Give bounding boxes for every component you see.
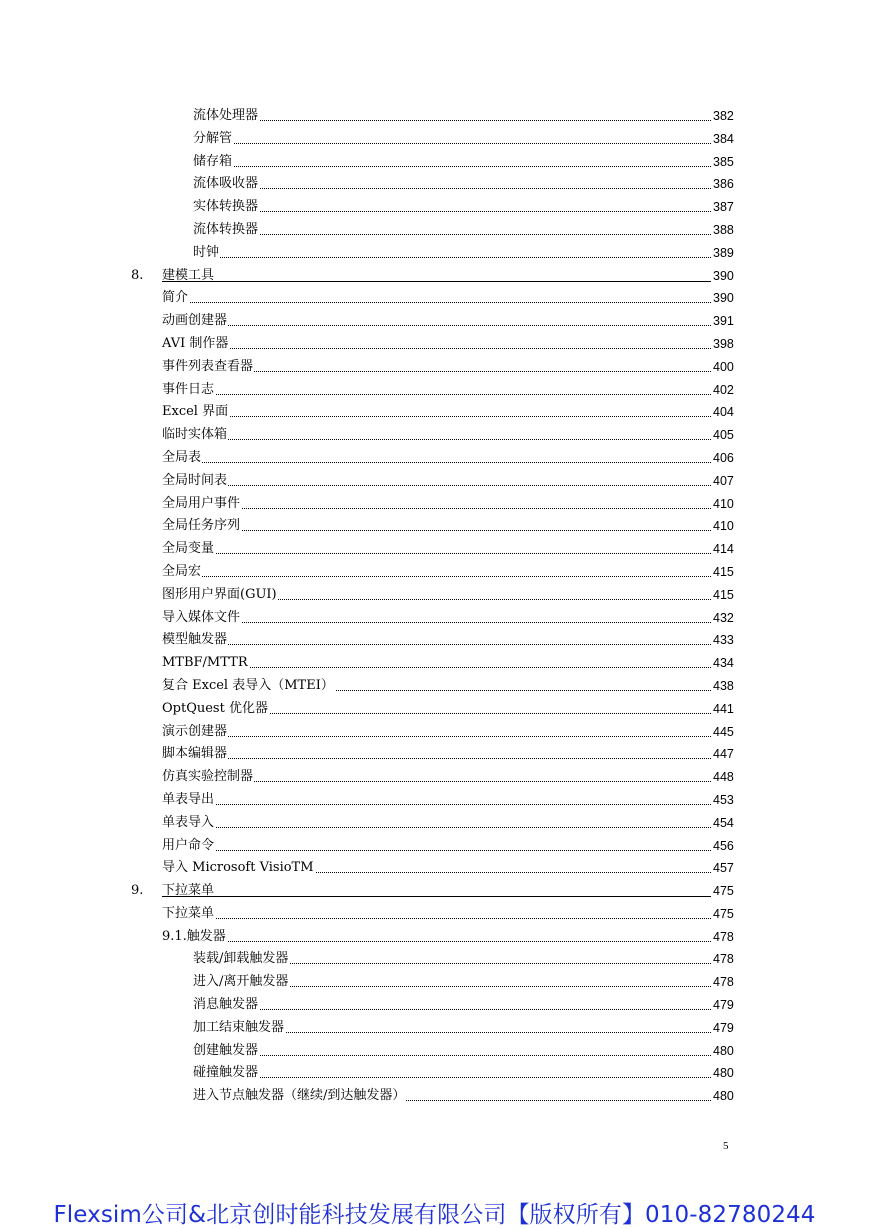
toc-dot-leader — [162, 508, 711, 509]
toc-page-number: 478 — [713, 926, 734, 949]
toc-entry[interactable] — [0, 698, 869, 721]
toc-entry[interactable] — [0, 857, 869, 880]
toc-page-number: 382 — [713, 105, 734, 128]
toc-title: MTBF/MTTR — [162, 652, 249, 675]
toc-dot-leader — [162, 827, 711, 828]
toc-entry[interactable] — [0, 515, 869, 538]
toc-page-number: 447 — [713, 743, 734, 766]
table-of-contents — [0, 105, 869, 1108]
toc-page-number: 389 — [713, 242, 734, 265]
toc-page-number: 402 — [713, 379, 734, 402]
toc-entry[interactable] — [0, 424, 869, 447]
toc-dot-leader — [162, 302, 711, 303]
toc-dot-leader — [193, 234, 711, 235]
toc-title: 事件列表查看器 — [162, 356, 254, 379]
toc-title: 全局宏 — [162, 561, 202, 584]
toc-dot-leader — [162, 439, 711, 440]
toc-dot-leader — [193, 211, 711, 212]
toc-dot-leader — [162, 918, 711, 919]
toc-entry[interactable] — [0, 652, 869, 675]
page-number: 5 — [723, 1140, 729, 1152]
toc-dot-leader — [162, 850, 711, 851]
toc-title: Excel 界面 — [162, 401, 229, 424]
toc-page-number: 391 — [713, 310, 734, 333]
toc-chapter-number: 8. — [131, 267, 144, 283]
toc-page-number: 410 — [713, 515, 734, 538]
toc-page-number: 480 — [713, 1040, 734, 1063]
toc-entry[interactable] — [0, 447, 869, 470]
toc-entry[interactable] — [0, 1062, 869, 1085]
toc-entry[interactable] — [0, 1017, 869, 1040]
toc-dot-leader — [162, 644, 711, 645]
toc-title: 简介 — [162, 287, 189, 310]
toc-title: 储存箱 — [193, 151, 233, 174]
toc-title: 实体转换器 — [193, 196, 259, 219]
toc-title: 建模工具 — [162, 267, 215, 283]
toc-dot-leader — [193, 1009, 711, 1010]
toc-page-number: 404 — [713, 401, 734, 424]
toc-title: 进入节点触发器（继续/到达触发器） — [193, 1085, 406, 1108]
toc-title: 图形用户界面(GUI) — [162, 584, 278, 607]
toc-page-number: 478 — [713, 971, 734, 994]
toc-page-number: 384 — [713, 128, 734, 151]
toc-page-number: 441 — [713, 698, 734, 721]
toc-entry[interactable] — [0, 379, 869, 402]
toc-title: 消息触发器 — [193, 994, 259, 1017]
toc-title: 进入/离开触发器 — [193, 971, 289, 994]
toc-entry[interactable] — [0, 607, 869, 630]
toc-dot-leader — [193, 1077, 711, 1078]
toc-title: 单表导入 — [162, 812, 215, 835]
toc-entry[interactable] — [0, 835, 869, 858]
toc-title: 演示创建器 — [162, 721, 228, 744]
toc-title: 全局变量 — [162, 538, 215, 561]
toc-page-number: 388 — [713, 219, 734, 242]
toc-dot-leader — [193, 120, 711, 121]
toc-page-number: 405 — [713, 424, 734, 447]
toc-entry[interactable] — [0, 766, 869, 789]
toc-page-number: 398 — [713, 333, 734, 356]
toc-title: 仿真实验控制器 — [162, 766, 254, 789]
toc-page-number: 406 — [713, 447, 734, 470]
toc-page-number: 438 — [713, 675, 734, 698]
toc-dot-leader — [193, 1055, 711, 1056]
toc-dot-leader — [193, 188, 711, 189]
toc-title: 用户命令 — [162, 835, 215, 858]
toc-dot-leader — [162, 736, 711, 737]
toc-page-number: 390 — [713, 265, 734, 288]
toc-title: 9.1.触发器 — [162, 926, 227, 949]
toc-title: OptQuest 优化器 — [162, 698, 269, 721]
toc-entry[interactable] — [0, 812, 869, 835]
toc-title: 脚本编辑器 — [162, 743, 228, 766]
toc-page-number: 480 — [713, 1062, 734, 1085]
toc-dot-leader — [162, 804, 711, 805]
footer-banner: Flexsim公司&北京创时能科技发展有限公司【版权所有】010-82780244 — [53, 1202, 816, 1228]
toc-page-number: 479 — [713, 994, 734, 1017]
toc-title: 模型触发器 — [162, 629, 228, 652]
toc-entry[interactable] — [0, 356, 869, 379]
toc-dot-leader — [162, 462, 711, 463]
toc-entry[interactable] — [0, 493, 869, 516]
toc-dot-leader — [162, 394, 711, 395]
toc-page-number: 387 — [713, 196, 734, 219]
toc-title: 动画创建器 — [162, 310, 228, 333]
toc-page-number: 445 — [713, 721, 734, 744]
toc-dot-leader — [162, 530, 711, 531]
toc-entry[interactable] — [0, 242, 869, 265]
toc-title: AVI 制作器 — [162, 333, 229, 356]
toc-entry[interactable] — [0, 948, 869, 971]
toc-page-number: 385 — [713, 151, 734, 174]
toc-entry[interactable] — [0, 1040, 869, 1063]
toc-dot-leader — [162, 622, 711, 623]
toc-underline — [162, 896, 711, 897]
toc-title: 流体处理器 — [193, 105, 259, 128]
toc-page-number: 415 — [713, 561, 734, 584]
toc-entry[interactable] — [0, 265, 869, 288]
toc-title: 时钟 — [193, 242, 220, 265]
toc-page-number: 410 — [713, 493, 734, 516]
toc-page-number: 400 — [713, 356, 734, 379]
toc-dot-leader — [162, 325, 711, 326]
toc-dot-leader — [193, 257, 711, 258]
toc-page-number: 415 — [713, 584, 734, 607]
toc-title: 导入媒体文件 — [162, 607, 241, 630]
toc-page-number: 414 — [713, 538, 734, 561]
toc-entry[interactable] — [0, 880, 869, 903]
toc-page-number: 407 — [713, 470, 734, 493]
toc-page-number: 475 — [713, 880, 734, 903]
toc-title: 装载/卸载触发器 — [193, 948, 289, 971]
toc-entry[interactable] — [0, 105, 869, 128]
toc-page-number: 390 — [713, 287, 734, 310]
toc-entry[interactable] — [0, 219, 869, 242]
toc-title: 全局时间表 — [162, 470, 228, 493]
toc-entry[interactable] — [0, 721, 869, 744]
toc-dot-leader — [162, 941, 711, 942]
toc-page-number: 480 — [713, 1085, 734, 1108]
toc-entry[interactable] — [0, 470, 869, 493]
toc-entry[interactable] — [0, 1085, 869, 1108]
toc-title: 全局用户事件 — [162, 493, 241, 516]
toc-chapter-number: 9. — [131, 883, 144, 899]
toc-title: 下拉菜单 — [162, 903, 215, 926]
toc-entry[interactable] — [0, 926, 869, 949]
toc-page-number: 456 — [713, 835, 734, 858]
toc-title: 流体转换器 — [193, 219, 259, 242]
toc-entry[interactable] — [0, 629, 869, 652]
toc-title: 分解管 — [193, 128, 233, 151]
toc-entry[interactable] — [0, 151, 869, 174]
toc-underline — [162, 281, 711, 282]
toc-entry[interactable] — [0, 789, 869, 812]
toc-page-number: 432 — [713, 607, 734, 630]
toc-title: 复合 Excel 表导入（MTEI） — [162, 675, 335, 698]
toc-entry[interactable] — [0, 538, 869, 561]
toc-page-number: 478 — [713, 948, 734, 971]
toc-entry[interactable] — [0, 401, 869, 424]
toc-entry[interactable] — [0, 173, 869, 196]
toc-title: 流体吸收器 — [193, 173, 259, 196]
toc-page-number: 475 — [713, 903, 734, 926]
toc-entry[interactable] — [0, 561, 869, 584]
toc-page-number: 457 — [713, 857, 734, 880]
toc-page-number: 453 — [713, 789, 734, 812]
toc-title: 碰撞触发器 — [193, 1062, 259, 1085]
toc-entry[interactable] — [0, 584, 869, 607]
toc-page-number: 479 — [713, 1017, 734, 1040]
toc-dot-leader — [162, 348, 711, 349]
toc-dot-leader — [162, 758, 711, 759]
toc-entry[interactable] — [0, 994, 869, 1017]
toc-entry[interactable] — [0, 903, 869, 926]
toc-title: 单表导出 — [162, 789, 215, 812]
toc-title: 临时实体箱 — [162, 424, 228, 447]
toc-page-number: 448 — [713, 766, 734, 789]
toc-entry[interactable] — [0, 310, 869, 333]
toc-title: 加工结束触发器 — [193, 1017, 285, 1040]
toc-entry[interactable] — [0, 128, 869, 151]
toc-title: 全局表 — [162, 447, 202, 470]
toc-dot-leader — [162, 553, 711, 554]
toc-dot-leader — [193, 166, 711, 167]
toc-page-number: 386 — [713, 173, 734, 196]
toc-dot-leader — [162, 485, 711, 486]
toc-dot-leader — [162, 416, 711, 417]
toc-title: 事件日志 — [162, 379, 215, 402]
toc-page-number: 454 — [713, 812, 734, 835]
toc-entry[interactable] — [0, 196, 869, 219]
toc-title: 创建触发器 — [193, 1040, 259, 1063]
toc-entry[interactable] — [0, 743, 869, 766]
toc-title: 全局任务序列 — [162, 515, 241, 538]
toc-entry[interactable] — [0, 675, 869, 698]
toc-title: 导入 Microsoft VisioTM — [162, 857, 315, 880]
toc-entry[interactable] — [0, 287, 869, 310]
toc-page-number: 434 — [713, 652, 734, 675]
toc-dot-leader — [193, 143, 711, 144]
toc-page-number: 433 — [713, 629, 734, 652]
toc-title: 下拉菜单 — [162, 883, 215, 899]
toc-entry[interactable] — [0, 333, 869, 356]
toc-dot-leader — [162, 576, 711, 577]
toc-entry[interactable] — [0, 971, 869, 994]
